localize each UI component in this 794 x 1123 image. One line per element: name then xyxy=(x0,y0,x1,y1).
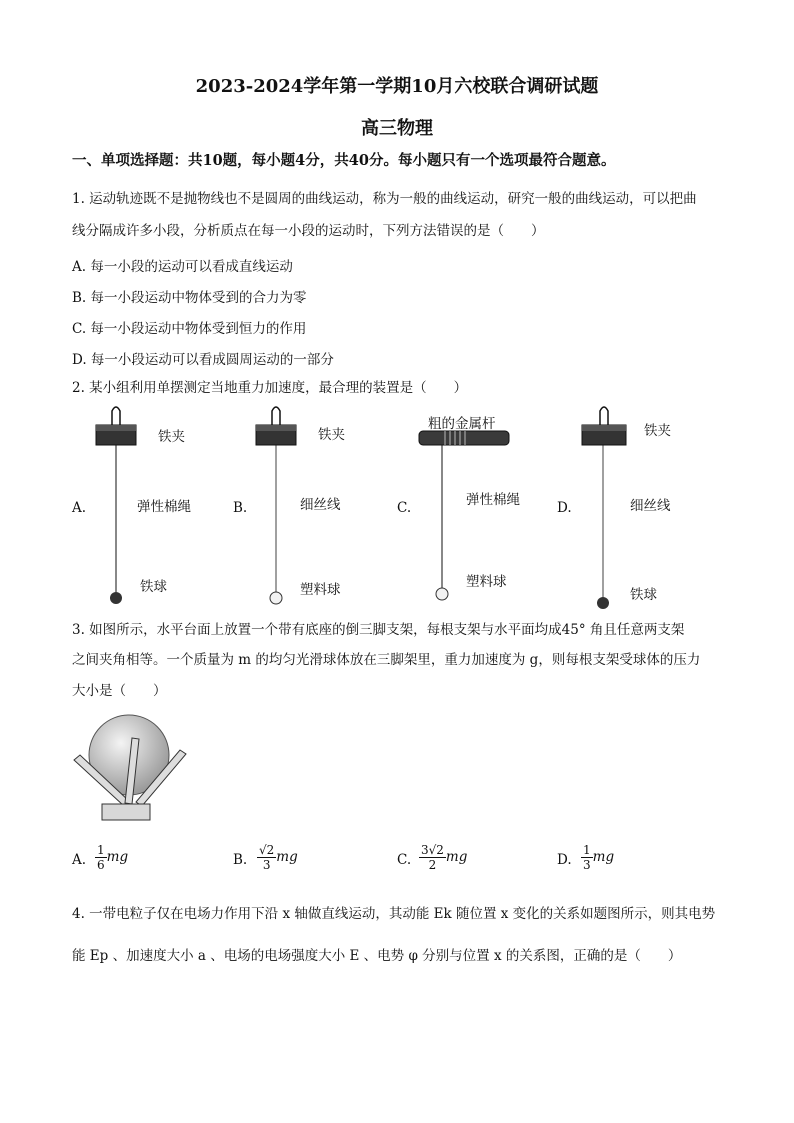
q3-option-d-value: $\frac{1}{3}$ mg xyxy=(583,843,615,872)
q2-stem: 2. 某小组利用单摆测定当地重力加速度，最合理的装置是（ ） xyxy=(72,380,468,396)
q3-option-c-value: $\frac{3√2}{2}$ mg xyxy=(421,843,468,872)
exam-subject: 高三物理 xyxy=(361,118,433,139)
pendulum-d-letter: D. xyxy=(557,500,572,516)
q3-option-b-value: $\frac{√2}{3}$ mg xyxy=(259,843,298,872)
q1-stem-line2: 线分隔成许多小段，分析质点在每一小段的运动时，下列方法错误的是（ ） xyxy=(72,223,545,239)
q3-stem-line3: 大小是（ ） xyxy=(72,683,167,699)
pendulum-c-letter: C. xyxy=(397,500,412,516)
pendulum-c-rod-label: 粗的金属杆 xyxy=(428,416,496,432)
pendulum-b-ball-label: 塑料球 xyxy=(300,582,341,598)
pendulum-a-letter: A. xyxy=(72,500,87,516)
q4-stem-line2: 能 Ep 、加速度大小 a 、电场的电场强度大小 E 、电势 φ 分别与位置 x 的关系图，正确的是（ ） xyxy=(72,948,682,964)
q4-stem-line1: 4. 一带电粒子仅在电场力作用下沿 x 轴做直线运动，其动能 Ek 随位置 x 变化的关系如题图所示，则其电势 xyxy=(72,906,716,922)
pendulum-d-ball-label: 铁球 xyxy=(630,587,657,603)
q3-option-c-letter: C. xyxy=(397,852,412,868)
q1-option-d: D. 每一小段运动可以看成圆周运动的一部分 xyxy=(72,352,334,368)
q3-option-b-letter: B. xyxy=(233,852,248,868)
pendulum-b-string-label: 细丝线 xyxy=(300,497,341,513)
q1-option-a: A. 每一小段的运动可以看成直线运动 xyxy=(72,259,293,275)
pendulum-b-clamp-label: 铁夹 xyxy=(318,427,345,443)
section-heading: 一、单项选择题：共10题，每小题4分，共40分。每小题只有一个选项最符合题意。 xyxy=(72,152,616,169)
q1-option-b: B. 每一小段运动中物体受到的合力为零 xyxy=(72,290,307,306)
q3-option-d-letter: D. xyxy=(557,852,572,868)
q3-stem-line1: 3. 如图所示，水平台面上放置一个带有底座的倒三脚支架，每根支架与水平面均成45° 角且任意两支架 xyxy=(72,622,685,638)
pendulum-a-ball-label: 铁球 xyxy=(140,579,167,595)
pendulum-b-letter: B. xyxy=(233,500,248,516)
pendulum-d-clamp-label: 铁夹 xyxy=(644,423,671,439)
q3-stem-line2: 之间夹角相等。一个质量为 m 的均匀光滑球体放在三脚架里，重力加速度为 g，则每根支架受球体的压力 xyxy=(72,652,701,668)
q1-stem-line1: 1. 运动轨迹既不是抛物线也不是圆周的曲线运动，称为一般的曲线运动，研究一般的曲线运动，可以把曲 xyxy=(72,191,697,207)
pendulum-a-clamp-label: 铁夹 xyxy=(158,429,185,445)
q3-option-a-letter: A. xyxy=(72,852,87,868)
pendulum-d-string-label: 细丝线 xyxy=(630,498,671,514)
q3-option-a-value: $\frac{1}{6}$ mg xyxy=(97,843,129,872)
pendulum-a-string-label: 弹性棉绳 xyxy=(137,499,191,515)
pendulum-d-figure xyxy=(578,405,638,615)
exam-title: 2023-2024学年第一学期10月六校联合调研试题 xyxy=(195,76,599,97)
pendulum-c-string-label: 弹性棉绳 xyxy=(466,492,520,508)
q1-option-c: C. 每一小段运动中物体受到恒力的作用 xyxy=(72,321,307,337)
pendulum-c-ball-label: 塑料球 xyxy=(466,574,507,590)
tripod-sphere-figure xyxy=(70,708,210,828)
